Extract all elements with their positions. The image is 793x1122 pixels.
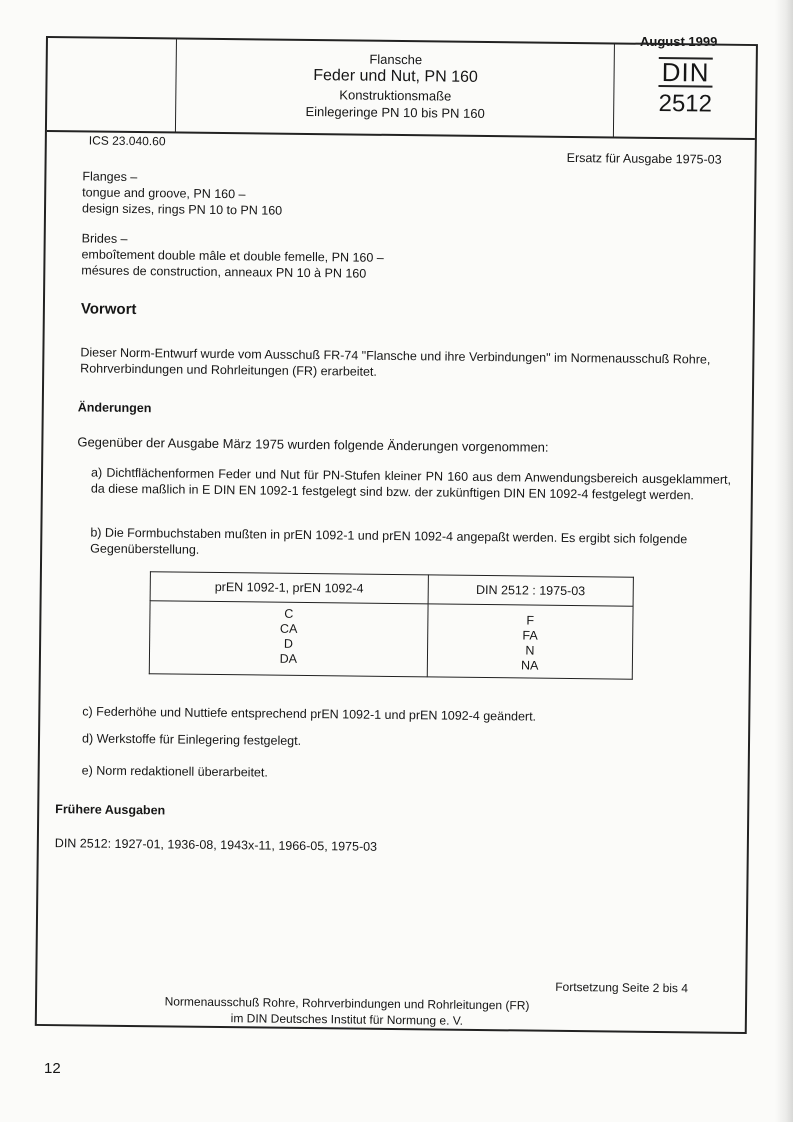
- table-value: DA: [279, 651, 298, 666]
- letter-comparison-table: [149, 571, 634, 679]
- aenderungen-heading: Änderungen: [77, 400, 152, 416]
- din-cell: [615, 44, 756, 138]
- table-value: F: [526, 613, 535, 628]
- french-title: [81, 230, 384, 281]
- publisher-footer: [127, 993, 567, 1030]
- replaces-edition: Ersatz für Ausgabe 1975-03: [566, 150, 722, 167]
- title-block: [47, 38, 756, 140]
- din-number: 2512: [658, 89, 713, 118]
- previous-editions-heading: Frühere Ausgaben: [55, 802, 166, 818]
- previous-editions-text: DIN 2512: 1927-01, 1936-08, 1943x-11, 1966-05, 1975-03: [54, 836, 378, 854]
- table-value: N: [525, 643, 535, 658]
- footer-line: Normenausschuß Rohre, Rohrverbindungen und Rohrleitungen (FR): [164, 994, 530, 1013]
- table-cell-pren: [149, 601, 428, 677]
- vorwort-text-line: Rohrverbindungen und Rohrleitungen (FR) erarbeitet.: [80, 361, 377, 379]
- title-block-empty-cell: [47, 38, 177, 131]
- table-value: CA: [279, 621, 298, 636]
- vorwort-text-line: Dieser Norm-Entwurf wurde vom Ausschuß FR-74 "Flansche und ihre Verbindungen" im Normenausschuß Rohre,: [80, 345, 711, 367]
- change-item-c: c) Federhöhe und Nuttiefe entsprechend prEN 1092-1 und prEN 1092-4 geändert.: [82, 704, 537, 724]
- table-value: FA: [522, 628, 538, 643]
- table-value: D: [283, 636, 294, 651]
- aenderungen-intro: Gegenüber der Ausgabe März 1975 wurden folgende Änderungen vorgenommen:: [77, 434, 549, 455]
- document-frame: [35, 36, 758, 1034]
- title-main: Feder und Nut, PN 160: [313, 67, 478, 86]
- subtitle-2: Einlegeringe PN 10 bis PN 160: [305, 103, 485, 121]
- french-title-line: Brides –: [81, 231, 128, 246]
- english-title: [82, 168, 283, 218]
- issue-date: August 1999: [640, 34, 718, 49]
- din-logo-text: DIN: [659, 57, 713, 88]
- subtitle: Konstruktionsmaße: [339, 87, 452, 104]
- table-value: NA: [520, 658, 539, 673]
- table-header-din: DIN 2512 : 1975-03: [428, 575, 634, 606]
- din-logo: [615, 56, 755, 89]
- french-title-line: emboîtement double mâle et double femelle, PN 160 –: [81, 247, 384, 265]
- change-item-b: b) Die Formbuchstaben mußten in prEN 1092-1 und prEN 1092-4 angepaßt werden. Es ergibt sich folgende Gegenüberstellung.: [90, 525, 688, 557]
- table-cell-din: [427, 604, 633, 679]
- scan-edge: [775, 0, 793, 1122]
- english-title-line: tongue and groove, PN 160 –: [82, 185, 246, 202]
- table-value: C: [284, 606, 294, 621]
- continuation-note: Fortsetzung Seite 2 bis 4: [555, 979, 689, 996]
- vorwort-text: [80, 344, 730, 383]
- footer-line: im DIN Deutsches Institut für Normung e. V.: [230, 1011, 464, 1028]
- vorwort-heading: Vorwort: [80, 300, 137, 319]
- page-number: 12: [44, 1060, 61, 1077]
- french-title-line: mésures de construction, anneaux PN 10 à PN 160: [81, 263, 367, 281]
- table-header-pren: prEN 1092-1, prEN 1092-4: [150, 572, 428, 604]
- title-cell: [177, 39, 615, 136]
- change-item-e: e) Norm redaktionell überarbeitet.: [81, 763, 268, 780]
- english-title-line: design sizes, rings PN 10 to PN 160: [81, 201, 283, 218]
- title-small: Flansche: [369, 51, 423, 68]
- table-row: [149, 601, 633, 679]
- ics-code: ICS 23.040.60: [88, 133, 166, 149]
- english-title-line: Flanges –: [82, 169, 138, 185]
- change-item-d: d) Werkstoffe für Einlegering festgelegt.: [81, 731, 302, 748]
- change-item-a: a) Dichtflächenformen Feder und Nut für PN-Stufen kleiner PN 160 aus dem Anwendungsbereich ausgeklammert, da diese maßlich in E DIN EN 1092-1 festgelegt sind bzw. der zukünftigen DIN EN 1092-4 festgelegt werden.: [90, 465, 732, 503]
